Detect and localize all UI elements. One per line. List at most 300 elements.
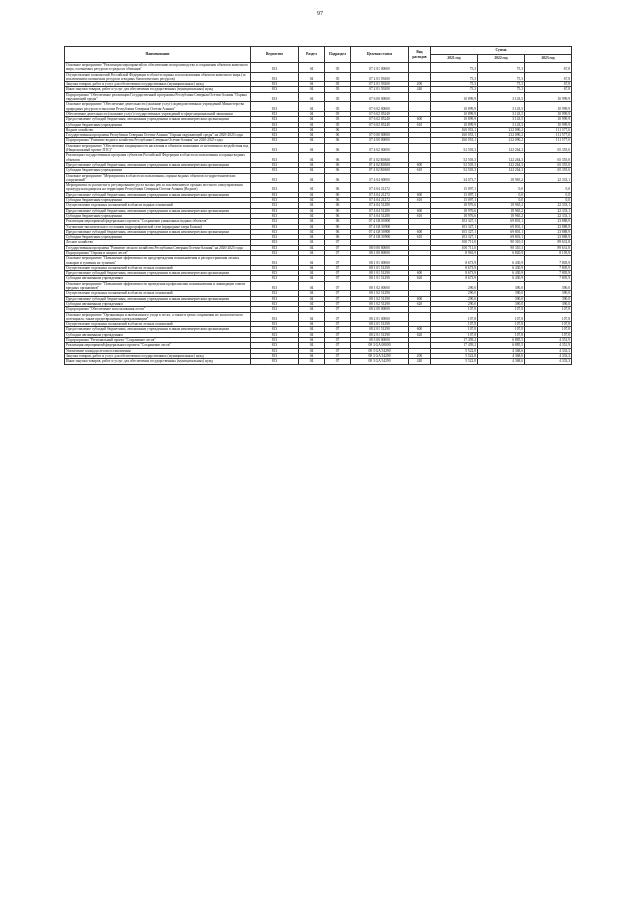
cell-cs: 07 4 04 21272 — [351, 183, 409, 193]
cell-podrazdel: 07 — [325, 338, 351, 343]
cell-name: Закупка товаров, работ и услуг для обеспечения государственных (муниципальных) нужд — [65, 82, 251, 87]
cell-2021: 10 899,9 — [431, 122, 478, 127]
cell-razdel: 04 — [299, 153, 325, 163]
cell-vr: 610 — [409, 235, 431, 240]
cell-2022: 6 820,9 — [478, 250, 525, 255]
cell-vr: 240 — [409, 359, 431, 364]
cell-podrazdel: 07 — [325, 250, 351, 255]
cell-name: Субсидии автономным учреждениям — [65, 276, 251, 281]
cell-razdel: 04 — [299, 235, 325, 240]
cell-2022: 6 430,9 — [478, 276, 525, 281]
cell-podrazdel: 06 — [325, 235, 351, 240]
cell-cs: 08 1 02 00000 — [351, 281, 409, 291]
cell-2021: 8 673,9 — [431, 271, 478, 276]
cell-2021: 5 522,8 — [431, 359, 478, 364]
cell-2022: 0,0 — [478, 183, 525, 193]
cell-2023: 10 999,9 — [525, 102, 572, 112]
cell-cs: 08 1 01 51290 — [351, 271, 409, 276]
cell-ved: 813 — [251, 348, 299, 353]
cell-2023: 7 805,9 — [525, 256, 572, 266]
cell-2022: 4 368,6 — [478, 353, 525, 358]
cell-ved: 813 — [251, 138, 299, 143]
cell-razdel: 04 — [299, 63, 325, 73]
header-ved: Ведомство — [251, 47, 299, 63]
cell-name: Иные закупки товаров, работ и услуг для обеспечения государственных (муниципальных) нужд — [65, 87, 251, 92]
cell-razdel: 04 — [299, 72, 325, 82]
cell-razdel: 04 — [299, 198, 325, 203]
cell-ved: 813 — [251, 245, 299, 250]
budget-table — [64, 46, 572, 365]
cell-2022: 75,3 — [478, 82, 525, 87]
cell-cs: 08 1 01 51290 — [351, 276, 409, 281]
cell-ved: 813 — [251, 63, 299, 73]
cell-name: Увеличение площади лесовосстановления — [65, 348, 251, 353]
cell-cs: 07 4 04 00000 — [351, 173, 409, 183]
cell-cs: 07 6 02 05240 — [351, 117, 409, 122]
cell-2023: 67,8 — [525, 82, 572, 87]
cell-podrazdel: 07 — [325, 296, 351, 301]
cell-razdel: 04 — [299, 327, 325, 332]
cell-2022: 0,0 — [478, 198, 525, 203]
cell-2021: 10 899,9 — [431, 102, 478, 112]
cell-podrazdel: 07 — [325, 240, 351, 245]
cell-2021: 103 327,1 — [431, 224, 478, 229]
table-row — [65, 92, 572, 102]
cell-2021: 8 673,9 — [431, 276, 478, 281]
cell-razdel: 04 — [299, 111, 325, 116]
cell-vr: 610 — [409, 122, 431, 127]
cell-name: Водное хозяйство — [65, 127, 251, 132]
cell-2022: 3 143,5 — [478, 111, 525, 116]
cell-ved: 813 — [251, 117, 299, 122]
header-2023: 2023 год — [525, 55, 572, 63]
cell-podrazdel: 07 — [325, 343, 351, 348]
cell-vr: 600 — [409, 192, 431, 197]
cell-vr: 620 — [409, 276, 431, 281]
cell-2023: 23 888,9 — [525, 219, 572, 224]
cell-ved: 813 — [251, 102, 299, 112]
cell-2021: 290,0 — [431, 281, 478, 291]
cell-razdel: 04 — [299, 271, 325, 276]
cell-2022: 69 801,1 — [478, 224, 525, 229]
cell-ved: 813 — [251, 271, 299, 276]
table-row — [65, 173, 572, 183]
cell-2022: 107,8 — [478, 312, 525, 322]
cell-2021: 103 327,1 — [431, 229, 478, 234]
cell-2022: 6 430,9 — [478, 271, 525, 276]
cell-2023: 111 577,0 — [525, 138, 572, 143]
cell-name: Подпрограмма "Обеспечение реализации Государственной программы Республики Северная Осетия-Алания "Охрана окружающей среды" — [65, 92, 251, 102]
header-cs: Целевая статья — [351, 47, 409, 63]
cell-2023: 10 999,9 — [525, 122, 572, 127]
cell-2023: 65 355,0 — [525, 153, 572, 163]
cell-2021: 290,0 — [431, 291, 478, 296]
cell-2023: 390,0 — [525, 291, 572, 296]
cell-ved: 813 — [251, 296, 299, 301]
cell-2022: 107,8 — [478, 332, 525, 337]
table-row — [65, 256, 572, 266]
cell-2023: 10 999,9 — [525, 117, 572, 122]
cell-cs: 07 2 01 59200 — [351, 72, 409, 82]
cell-name: Государственная программа "Развитие лесного хозяйства Республики Северная Осетия-Алания" на 2020-2025 годы — [65, 245, 251, 250]
cell-podrazdel: 07 — [325, 281, 351, 291]
cell-vr: 600 — [409, 208, 431, 213]
cell-cs: 07 6 02 00000 — [351, 102, 409, 112]
cell-2022: 390,0 — [478, 281, 525, 291]
cell-cs: 07 4 02 R0650 — [351, 168, 409, 173]
cell-podrazdel: 06 — [325, 213, 351, 218]
cell-razdel: 04 — [299, 213, 325, 218]
cell-2022: 69 801,1 — [478, 229, 525, 234]
cell-2023: 4 333,3 — [525, 353, 572, 358]
cell-name: Осуществление отдельных полномочий в области лесных отношений — [65, 291, 251, 296]
cell-razdel: 04 — [299, 265, 325, 270]
cell-cs: 08 2 00 00000 — [351, 307, 409, 312]
cell-2021: 103 327,1 — [431, 235, 478, 240]
cell-2023: 22 333,1 — [525, 208, 572, 213]
cell-cs: 08 3 00 00000 — [351, 338, 409, 343]
cell-2023: 89 631,8 — [525, 240, 572, 245]
cell-razdel: 04 — [299, 296, 325, 301]
cell-2023: 67,8 — [525, 63, 572, 73]
cell-2023: 22 333,1 — [525, 213, 572, 218]
cell-podrazdel: 05 — [325, 111, 351, 116]
cell-podrazdel: 05 — [325, 102, 351, 112]
cell-razdel: 04 — [299, 168, 325, 173]
cell-podrazdel: 06 — [325, 192, 351, 197]
cell-2023: 8 195,9 — [525, 250, 572, 255]
cell-2021: 17 459,2 — [431, 343, 478, 348]
cell-ved: 813 — [251, 213, 299, 218]
cell-2023: 4 333,3 — [525, 348, 572, 353]
cell-2023: 390,0 — [525, 301, 572, 306]
cell-2022: 75,3 — [478, 72, 525, 82]
cell-name: Лесное хозяйство — [65, 240, 251, 245]
cell-2023: 23 888,9 — [525, 224, 572, 229]
cell-2023: 22 333,1 — [525, 173, 572, 183]
cell-vr — [409, 143, 431, 153]
header-2022: 2022 год — [478, 55, 525, 63]
cell-2021: 75,3 — [431, 87, 478, 92]
cell-name: Основное мероприятие "Повышение эффективности предупреждения возникновения и распространения лесных пожаров и тушения их тушения" — [65, 256, 251, 266]
cell-2022: 107,8 — [478, 307, 525, 312]
cell-2023: 65 355,0 — [525, 168, 572, 173]
cell-cs: 07 4 00 00000 — [351, 138, 409, 143]
cell-razdel: 04 — [299, 322, 325, 327]
cell-2022: 3 143,5 — [478, 92, 525, 102]
cell-2021: 290,0 — [431, 296, 478, 301]
cell-razdel: 04 — [299, 192, 325, 197]
table-row — [65, 359, 572, 364]
cell-2023: 0,0 — [525, 192, 572, 197]
cell-cs: 07 4 04 51280 — [351, 213, 409, 218]
cell-name: Предоставление субсидий бюджетным, автономным учреждениям и иным некоммерческим организациям — [65, 296, 251, 301]
cell-razdel: 04 — [299, 276, 325, 281]
cell-name: Осуществление полномочий Российской Федерации в области охраны и использования объектов животного мира (за исключением охотничьих ресурсов и водных биологических ресурсов) — [65, 72, 251, 82]
cell-2023: 107,8 — [525, 327, 572, 332]
cell-vr: 610 — [409, 213, 431, 218]
cell-name: Улучшение экологического состояния гидрографической сети (природные озера Балкан) — [65, 224, 251, 229]
cell-razdel: 04 — [299, 256, 325, 266]
cell-2022: 122 264,3 — [478, 143, 525, 153]
cell-cs: 07 4 04 21272 — [351, 192, 409, 197]
cell-vr: 620 — [409, 301, 431, 306]
cell-cs: 08 2 01 00000 — [351, 312, 409, 322]
cell-razdel: 04 — [299, 183, 325, 193]
cell-ved: 813 — [251, 312, 299, 322]
cell-cs: 07 4 G8 50900 — [351, 224, 409, 229]
header-name: Наименование — [65, 47, 251, 63]
cell-name: Основное мероприятие "Обеспечение деятельности (оказание услуг) подведомственных учреждений Министерства природных ресурсов и экологии Республики Северная Осетия-Алания" — [65, 102, 251, 112]
cell-razdel: 04 — [299, 332, 325, 337]
cell-ved: 813 — [251, 240, 299, 245]
cell-2022: 122 264,3 — [478, 153, 525, 163]
cell-2022: 6 430,9 — [478, 265, 525, 270]
cell-vr: 600 — [409, 327, 431, 332]
cell-vr — [409, 183, 431, 193]
cell-2022: 18 965,2 — [478, 203, 525, 208]
cell-cs: 08 3 GA 54290 — [351, 353, 409, 358]
cell-2021: 8 673,9 — [431, 256, 478, 266]
cell-ved: 813 — [251, 235, 299, 240]
cell-name: Основное мероприятие "Организация и интенсивного ухода в лесах, а также в целях сохранения их экологического потенциала, также предотвращения и рекультивации" — [65, 312, 251, 322]
cell-podrazdel: 05 — [325, 92, 351, 102]
cell-razdel: 04 — [299, 117, 325, 122]
cell-razdel: 04 — [299, 82, 325, 87]
cell-2022: 90 310,3 — [478, 240, 525, 245]
cell-razdel: 04 — [299, 281, 325, 291]
cell-2021: 15 097,1 — [431, 198, 478, 203]
cell-podrazdel: 07 — [325, 327, 351, 332]
cell-2022: 390,0 — [478, 291, 525, 296]
cell-cs: 07 4 04 51280 — [351, 203, 409, 208]
cell-2022: 6 885,5 — [478, 338, 525, 343]
cell-2023: 111 577,0 — [525, 133, 572, 138]
cell-2023: 107,8 — [525, 322, 572, 327]
cell-name: Закупка товаров, работ и услуг для обеспечения государственных (муниципальных) нужд — [65, 353, 251, 358]
cell-2021: 75,3 — [431, 63, 478, 73]
cell-2022: 122 264,3 — [478, 168, 525, 173]
cell-name: Подпрограмма "Обеспечение использования лесов" — [65, 307, 251, 312]
cell-2022: 212 090,2 — [478, 127, 525, 132]
cell-podrazdel: 07 — [325, 312, 351, 322]
cell-cs: 07 4 02 R0650 — [351, 153, 409, 163]
cell-vr: 610 — [409, 168, 431, 173]
cell-name: Субсидии бюджетным учреждениям — [65, 122, 251, 127]
cell-razdel: 04 — [299, 338, 325, 343]
cell-2022: 3 143,5 — [478, 102, 525, 112]
cell-2021: 18 976,6 — [431, 208, 478, 213]
table-row — [65, 153, 572, 163]
cell-2022: 90 310,3 — [478, 245, 525, 250]
cell-ved: 813 — [251, 72, 299, 82]
cell-2021: 75,3 — [431, 82, 478, 87]
cell-ved: 813 — [251, 250, 299, 255]
cell-podrazdel: 06 — [325, 198, 351, 203]
cell-podrazdel: 05 — [325, 63, 351, 73]
cell-2021: 52 503,3 — [431, 153, 478, 163]
cell-cs: 07 6 02 05240 — [351, 122, 409, 127]
cell-ved: 813 — [251, 162, 299, 167]
cell-2023: 390,0 — [525, 296, 572, 301]
cell-name: Предоставление субсидий бюджетным, автономным учреждениям и иным некоммерческим организациям — [65, 271, 251, 276]
cell-ved: 813 — [251, 219, 299, 224]
cell-razdel: 04 — [299, 143, 325, 153]
cell-2022: 69 801,1 — [478, 219, 525, 224]
cell-razdel: 04 — [299, 343, 325, 348]
cell-podrazdel: 07 — [325, 271, 351, 276]
cell-2021: 10 899,9 — [431, 117, 478, 122]
cell-2021: 103 327,1 — [431, 219, 478, 224]
cell-vr: 240 — [409, 87, 431, 92]
cell-2023: 0,0 — [525, 183, 572, 193]
cell-ved: 813 — [251, 111, 299, 116]
cell-cs: 08 1 01 00000 — [351, 256, 409, 266]
cell-2022: 3 143,5 — [478, 122, 525, 127]
cell-razdel: 04 — [299, 173, 325, 183]
cell-vr — [409, 312, 431, 322]
cell-podrazdel: 07 — [325, 265, 351, 270]
cell-cs: 07 0 00 00000 — [351, 133, 409, 138]
cell-podrazdel: 07 — [325, 359, 351, 364]
cell-2023: 67,8 — [525, 87, 572, 92]
table-row — [65, 72, 572, 82]
cell-podrazdel: 06 — [325, 219, 351, 224]
cell-podrazdel: 05 — [325, 72, 351, 82]
cell-podrazdel: 06 — [325, 168, 351, 173]
page-number: 97 — [317, 11, 323, 17]
cell-name: Предоставление субсидий бюджетным, автономным учреждениям и иным некоммерческим организациям — [65, 162, 251, 167]
cell-vr: 610 — [409, 198, 431, 203]
cell-2021: 8 673,9 — [431, 265, 478, 270]
cell-vr: 600 — [409, 117, 431, 122]
cell-razdel: 04 — [299, 138, 325, 143]
cell-vr — [409, 153, 431, 163]
cell-2021: 52 503,3 — [431, 168, 478, 173]
cell-podrazdel: 05 — [325, 87, 351, 92]
cell-2023: 390,0 — [525, 281, 572, 291]
cell-name: Подпрограмма "Охрана и защита лесов" — [65, 250, 251, 255]
cell-2023: 23 888,9 — [525, 229, 572, 234]
cell-name: Мероприятия по расчистке и регулированию русел малых рек за исключением в органах местного самоуправления процедур находящихся на территории Республики Северная Осетия-Алания (Водное) — [65, 183, 251, 193]
cell-razdel: 04 — [299, 359, 325, 364]
cell-razdel: 04 — [299, 245, 325, 250]
cell-podrazdel: 07 — [325, 256, 351, 266]
cell-name: Реализация государственных программ субъектов Российской Федерации в области использования и охраны водных объектов — [65, 153, 251, 163]
table-row — [65, 102, 572, 112]
cell-name: Субсидии автономным учреждениям — [65, 301, 251, 306]
cell-2021: 100 711,0 — [431, 240, 478, 245]
cell-name: Осуществление отдельных полномочий в области водных отношений — [65, 203, 251, 208]
cell-2021: 107,8 — [431, 327, 478, 332]
cell-name: Осуществление отдельных полномочий в области лесных отношений — [65, 265, 251, 270]
cell-cs: 08 2 01 51290 — [351, 327, 409, 332]
cell-name: Основное мероприятие "Повышение эффективности проведения профилактики возникновения и ликвидации очагов вредных организмов" — [65, 281, 251, 291]
cell-ved: 813 — [251, 127, 299, 132]
header-2021: 2021 год — [431, 55, 478, 63]
cell-2021: 15 097,1 — [431, 183, 478, 193]
cell-2023: 22 333,1 — [525, 203, 572, 208]
cell-2022: 107,8 — [478, 327, 525, 332]
cell-razdel: 04 — [299, 307, 325, 312]
cell-2021: 5 522,8 — [431, 348, 478, 353]
cell-ved: 813 — [251, 276, 299, 281]
table-row — [65, 183, 572, 193]
cell-vr: 600 — [409, 162, 431, 167]
cell-ved: 813 — [251, 301, 299, 306]
cell-name: Предоставление субсидий бюджетным, автономным учреждениям и иным некоммерческим организациям — [65, 327, 251, 332]
cell-cs: 08 1 00 00000 — [351, 250, 409, 255]
cell-name: Предоставление субсидий бюджетным, автономным учреждениям и иным некоммерческим организациям — [65, 192, 251, 197]
cell-2022: 4 368,6 — [478, 348, 525, 353]
table-body — [65, 63, 572, 365]
cell-podrazdel: 06 — [325, 162, 351, 167]
cell-cs: 07 4 04 21272 — [351, 198, 409, 203]
cell-vr: 600 — [409, 296, 431, 301]
cell-cs: 07 4 02 R0650 — [351, 162, 409, 167]
cell-ved: 813 — [251, 173, 299, 183]
cell-ved: 813 — [251, 82, 299, 87]
cell-razdel: 04 — [299, 87, 325, 92]
cell-2021: 160 053,1 — [431, 133, 478, 138]
cell-ved: 813 — [251, 343, 299, 348]
cell-ved: 813 — [251, 168, 299, 173]
cell-razdel: 04 — [299, 224, 325, 229]
cell-name: Основное мероприятие "Мероприятия в области использования, охраны водных объектов и гидротехнических сооружений" — [65, 173, 251, 183]
cell-podrazdel: 06 — [325, 229, 351, 234]
cell-2022: 390,0 — [478, 301, 525, 306]
cell-name: Реализация мероприятий федерального проекта "Сохранение лесов" — [65, 343, 251, 348]
cell-vr: 200 — [409, 82, 431, 87]
cell-2023: 0,0 — [525, 198, 572, 203]
cell-ved: 813 — [251, 338, 299, 343]
cell-ved: 813 — [251, 208, 299, 213]
cell-ved: 813 — [251, 143, 299, 153]
cell-ved: 813 — [251, 87, 299, 92]
cell-razdel: 04 — [299, 240, 325, 245]
cell-cs: 08 0 00 00000 — [351, 245, 409, 250]
cell-razdel: 04 — [299, 219, 325, 224]
cell-name: Осуществление отдельных полномочий в области лесных отношений — [65, 322, 251, 327]
cell-2022: 107,8 — [478, 322, 525, 327]
cell-razdel: 04 — [299, 348, 325, 353]
cell-2022: 212 090,2 — [478, 138, 525, 143]
cell-podrazdel: 06 — [325, 133, 351, 138]
table-row — [65, 63, 572, 73]
cell-name: Подпрограмма "Региональный проект "Сохранение лесов" — [65, 338, 251, 343]
cell-cs: 07 6 02 05240 — [351, 111, 409, 116]
cell-2022: 18 965,2 — [478, 213, 525, 218]
cell-cs: 07 4 04 51280 — [351, 208, 409, 213]
cell-2021: 52 503,3 — [431, 143, 478, 153]
cell-name: Субсидии автономным учреждениям — [65, 332, 251, 337]
cell-razdel: 04 — [299, 250, 325, 255]
cell-razdel: 04 — [299, 353, 325, 358]
cell-podrazdel: 06 — [325, 143, 351, 153]
cell-name: Субсидии бюджетным учреждениям — [65, 198, 251, 203]
cell-vr — [409, 72, 431, 82]
cell-podrazdel: 06 — [325, 138, 351, 143]
cell-2021: 107,8 — [431, 322, 478, 327]
cell-razdel: 04 — [299, 291, 325, 296]
cell-podrazdel: 07 — [325, 332, 351, 337]
cell-2023: 65 355,0 — [525, 162, 572, 167]
cell-2021: 52 503,3 — [431, 162, 478, 167]
cell-vr — [409, 63, 431, 73]
cell-name: Субсидии бюджетным учреждениям — [65, 235, 251, 240]
cell-razdel: 04 — [299, 203, 325, 208]
cell-podrazdel: 06 — [325, 173, 351, 183]
